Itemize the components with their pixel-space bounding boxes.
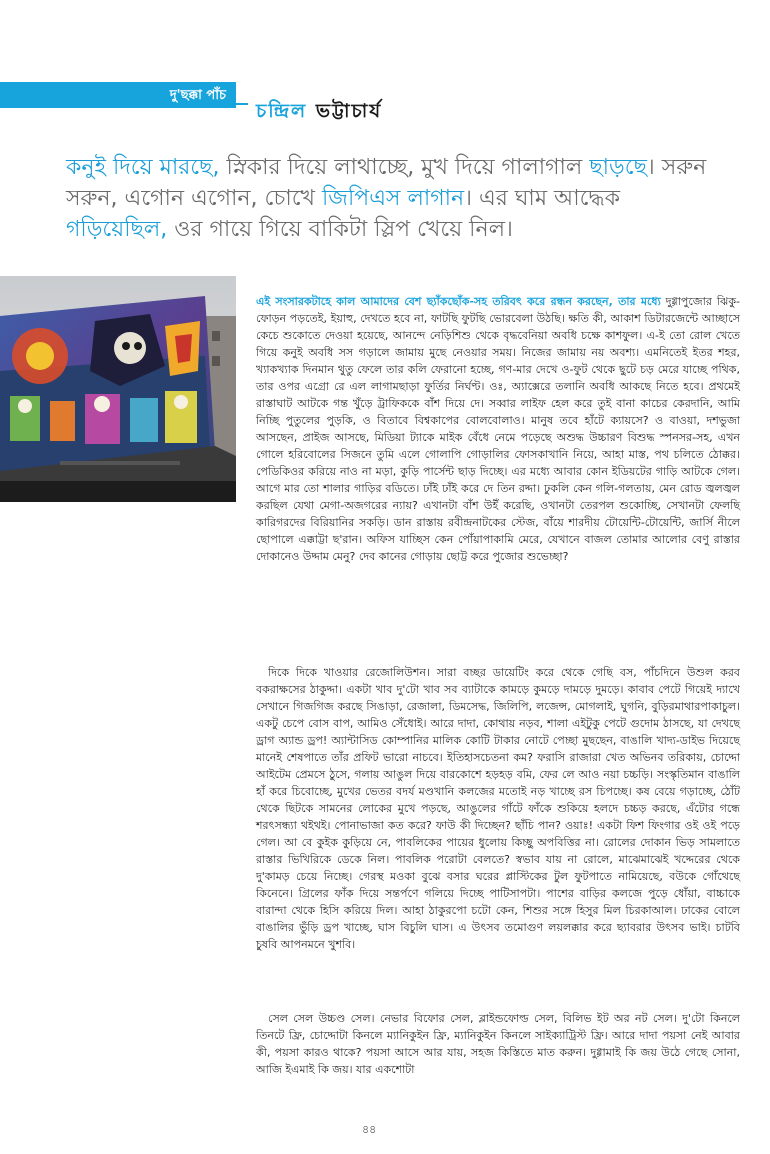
pull-highlight-4: গড়িয়েছিল, — [66, 217, 168, 242]
page-number: ৪৪ — [362, 1123, 377, 1136]
pull-text-1: স্নিকার দিয়ে লাথাচ্ছে, মুখ দিয়ে গালাগাল — [219, 155, 590, 180]
pull-text-2: । সরুন সরুন, এগোন এগোন, চোখে — [66, 155, 707, 211]
author-first-name: চন্দ্রিল — [256, 100, 308, 122]
graffiti-mural-photo — [0, 276, 236, 502]
pull-highlight-1: কনুই দিয়ে মারছে, — [66, 155, 220, 180]
article-paragraph-3: সেল সেল উচ্চণ্ড সেল। নেভার বিফোর সেল, ব্লাইন্ডফোল্ড সেল, বিলিভ ইট অর নট সেল। দু'টো কিনলে তিনটে ফ্রি, চোদ্দোটা কিনলে ম্যানিকুইন ফ্রি, ম্যানিকুইন কিনলে সাইক্যাট্রিস্ট ফ্রি। আরে দাদা পয়সা নেই আবার কী, পয়সা কারও থাকে? পয়সা আসে আর যায়, সহজ কিস্তিতে মাত করুন। দুগ্গামাই কি জয় উঠে গেছে সোনা, আজি ইএমাই কি জয়। যার একশোটা — [256, 1012, 740, 1076]
article-paragraph-2: দিকে দিকে খাওয়ার রেজোলিউশন। সারা বচ্ছর ডায়েটিং করে থেকে গেছি বস, পাঁচদিনে উশুল করব বকরাক্ষসের ঠাকুদ্দা। একটা খাব দু'টো খাব সব ব্যাটাকে কামড়ে কুমড়ে দামড়ে দুমড়ে। কাবাব পেটে গিয়েই দ্যাখে সেখানে গিজগিজ করছে সিঙাড়া, রেজালা, ডিমসেদ্ধ, জিলিপি, লজেন্স, মোগলাই, ঘুগনি, বুড়িরমাথারপাকাচুল। একটু চেপে বোস বাপ, আমিও সেঁধোই। আরে দাদা, কোথায় নড়ব, শালা এইটুকু পেটে গুদোম ঠাসছে, যা দেখছে ড্রাগ অ্যান্ড ড্রপ! অ্যান্টাসিড কোম্পানির মালিক কোটি টাকার নোটে পেচ্ছা মুছছেন, বাঙালি খাদ্য-ডাইভ দিয়েছে মানেই শেষপাতে তাঁর প্রফিট ভারো নাচবে। ইতিহাসচেতনা কম? ফরাসি রাজারা খেত অভিনব তরিকায়, চোদ্দো আইটেম প্রেমসে ঠুসে, গলায় আঙুল দিয়ে বারকোশে হড়হড় বমি, ফের লে আও নয়া চচ্চড়ি। সংস্কৃতিমান বাঙালি হাঁ করে চিবোচ্ছে, মুখের ভেতর বদর্য মণ্ডখানি কলজের মতোই নড় খাচ্ছে রস চিপচ্ছে। কষ বেয়ে গড়াচ্ছে, ঠোঁট থেকে ছিটকে সামনের লোকের মুখে পড়ছে, আঙুলের গাঁটে ফাঁকে শুকিয়ে হলদে চচ্চড় করছে, এঁটোর গন্ধে শরৎসন্ধ্যা থইথই। পোনাভাজা কত করে? ফাউ কী দিচ্ছেন? ছাঁচি পান? ওয়াঃ! একটা ফিশ ফিংগার ওই ওই পড়ে গেল। আ বে কুইক কুড়িয়ে নে, পাবলিকের পায়ের ধুলোয় কিচ্ছু অপবিত্তির না। রোলের দোকান ভিড় সামলাতে রাস্তার ভিখিরিকে ডেকে নিল। পাবলিক পরোটা বেলতে? স্বভাব যায় না রোলে, মাঝেমাঝেই খদ্দেরের থেকে দু'কামড় চেয়ে নিচ্ছে। গেরস্থ মওকা বুঝে বসার ঘরের প্লাস্টিকের টুল ফুটপাতে নামিয়েছে, বউকে গোঁথেছে কিনেনে। গ্রিলের ফাঁক দিয়ে সন্তর্পণে গলিয়ে দিচ্ছে পাটিসাপটা। পাশের বাড়ির কলজে পুড়ে ধোঁয়া, বাচ্চাকে বারান্দা থেকে হিসি করিয়ে দিল। আহা ঠাকুরপো চটো কেন, শিশুর সঙ্গে হিসুর মিল চিরকাআল। ঢাকের বোলে বাঙালির ভুঁড়ি ড্রপ খাচ্ছে, ঘাস বিচুলি ঘাস। এ উৎসব তমোগুণ লয়লক্কার করে ছ্যাবরার উৎসব ভাই। চাটবি চুষবি আপনমনে খুশবি। — [256, 666, 740, 951]
pull-text-4: ওর গায়ে গিয়ে বাকিটা স্লিপ খেয়ে নিল। — [167, 217, 513, 242]
article-lead: এই সংসারকটাহে কাল আমাদের বেশ ছ্যাঁকছোঁক-সহ তরিবৎ করে রন্ধন করছেন, তার মধ্যে — [256, 295, 661, 308]
pull-highlight-3: জিপিএস লাগান — [321, 186, 465, 211]
article-paragraph-1 — [256, 293, 740, 565]
pull-highlight-2: ছাড়ছে — [589, 155, 647, 180]
mural-illustration — [0, 276, 236, 502]
author-name — [256, 97, 382, 129]
author-last-name: ভট্টাচার্য — [315, 100, 383, 122]
tag-divider — [236, 103, 248, 105]
article-paragraph-1-text: দুগ্গাপুজোর ঝিকু-ফোড়ন পড়তেই, ইয়াহু, দেখতে হবে না, ফাটছি ফুটছি ভোরবেলা উঠছি। ক্ষতি কী, আকাশ ডিটারজেন্টে আচ্ছাসে কেচে শুকোতে দেওয়া হয়েছে, আনন্দে নেড়িশিশু থেকে বৃদ্ধবেনিয়া অবধি চক্ষে কাশফুল। এ-ই তো রোল খেতে গিয়ে কনুই অবধি সস গড়ালে জামায় মুছে নেওয়ার সময়। নিজের জামায় নয় অবশ্য। এমনিতেই ইতর শহর, খ্যাকখ্যাক দিনমান থুতু ফেলে তার কলি ফেরানো হচ্ছে, গণ-মার দেখে ও-ফুট থেকে ছুটে চড় মেরে যাচ্ছে পথিক, তার ওপর এগ্রো রে এল লাগামছাড়া ফুর্তির নির্ঘণ্ট। ওঃ, অ্যাক্সেরে তলানি অবধি আকছে নিতে হবে। প্রথমেই রাস্তাঘাট আটকে গন্ত খুঁড়ে ট্রাফিককে বাঁশ দিয়ে দে। সব্বার লাইফ হেল করে তুই বানা কাচের কেরদানি, আমি নিচ্ছি পুতুলের পুড়কি, ও বিতাবে বিশ্বকাপের বোলবোলাও। মানুষ তবে হাঁটে ক্যায়সে? ও বাওয়া, দশভুজা আসছেন, প্রাইজ আসছে, মিডিয়া ট্যাকে মাইক বেঁধে নেমে পড়েছে অশুদ্ধ উচ্চারণ বিশুদ্ধ স্পনসর-সহ, এখন গোলে হরিবোলের সিজনে তুমি এলে গোলাপি গোড়ালির ফোসকাখানি নিয়ে, আহা মাস্ত, পথ চলিতে ঠোক্কর। পেডিকিওর করিয়ে নাও না মড়া, কুড়ি পার্সেন্ট ছাড় দিচ্ছে। এর মধ্যে আবার কোন ইডিয়টের গাড়ি আটকে গেল। আগে মার তো শালার গাড়ির বডিতে। ঢাঁই ঢাঁই করে দে তিন রদ্দা। ঢুকলি কেন গলি-গলতায়, মেন রোড জ্বলজ্বল করছিল যেথা মেগা-অজগরের ন্যায়? এখানটা বাঁশ উইঁ করেছি, ওখানটা তেরপল শুকোচ্ছি, সেখানটা ফেলছি কারিগরদের বিরিয়ানির সকড়ি। ডান রাস্তায় রবীন্দ্রনাটকের স্টেজ, বাঁয়ে শারদীয় টোয়েন্টি-টোয়েন্টি, জার্সি নীলে ছোপালে এক্কাট্টা ছ'রান। অফিস যাচ্ছিস কেন পোঁয়াপাকামি মেরে, যেখানে বাজল তোমার আলোর বেণু রাস্তার দোকানেও উদ্দাম মেনু? দেব কানের গোড়ায় ছোট্ট করে পুজোর শুভেচ্ছা? — [256, 295, 740, 563]
section-tag: দু'ছক্কা পাঁচ — [0, 82, 236, 108]
pull-quote — [66, 152, 726, 245]
pull-text-3: । এর ঘাম আদ্ধেক — [464, 186, 621, 211]
